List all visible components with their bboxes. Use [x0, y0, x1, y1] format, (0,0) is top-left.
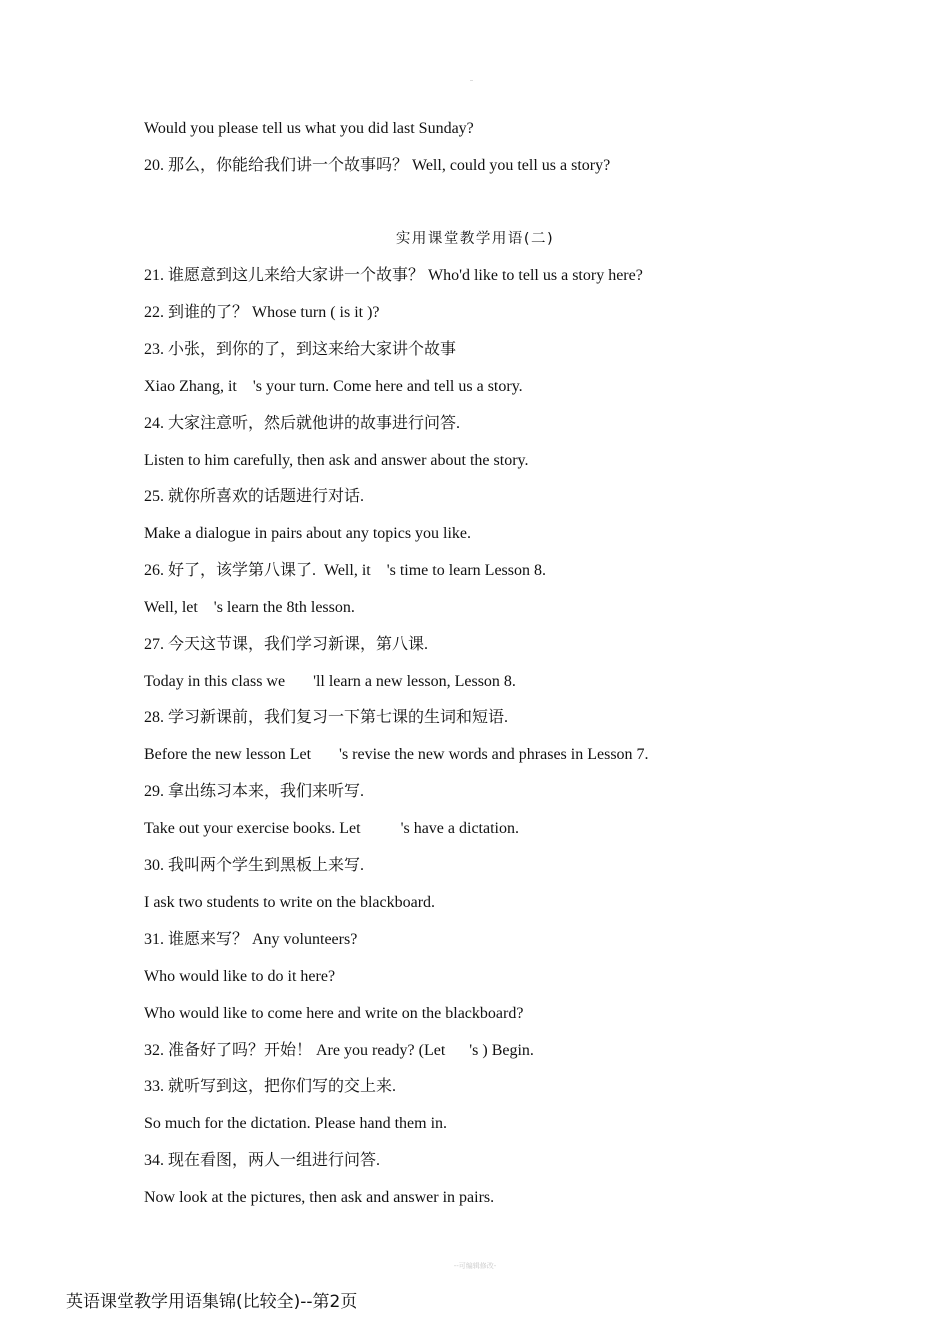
text-line: 20. 那么，你能给我们讲一个故事吗？ Well, could you tell us a story? [144, 157, 611, 174]
text-line: 31. 谁愿来写？ Any volunteers? [144, 931, 358, 948]
text-line: Xiao Zhang, it 's your turn. Come here and tell us a story. [144, 378, 523, 395]
section-title: 实用课堂教学用语(二) [395, 231, 555, 247]
text-line: 24. 大家注意听，然后就他讲的故事进行问答. [144, 415, 461, 432]
text-line: Who would like to do it here? [144, 968, 336, 985]
text-line: Would you please tell us what you did last Sunday? [144, 120, 474, 137]
text-line: 21. 谁愿意到这儿来给大家讲一个故事？ Who'd like to tell us a story here? [144, 267, 643, 284]
text-line: 32. 准备好了吗？开始！ Are you ready? (Let 's ) Begin. [144, 1042, 534, 1059]
text-line: Make a dialogue in pairs about any topics you like. [144, 525, 472, 542]
text-line: 26. 好了，该学第八课了. Well, it 's time to learn Lesson 8. [144, 562, 547, 579]
text-line: 25. 就你所喜欢的话题进行对话. [144, 488, 365, 505]
page-footer: 英语课堂教学用语集锦(比较全)--第2页 [66, 1292, 358, 1312]
text-line: 23. 小张，到你的了，到这来给大家讲个故事 [144, 341, 457, 358]
text-line: I ask two students to write on the blackboard. [144, 894, 436, 911]
text-line: Who would like to come here and write on the blackboard? [144, 1005, 524, 1022]
text-line: Well, let 's learn the 8th lesson. [144, 599, 355, 616]
text-line: So much for the dictation. Please hand them in. [144, 1115, 448, 1132]
watermark: --可编辑修改- [453, 1262, 497, 1270]
text-line: Listen to him carefully, then ask and answer about the story. [144, 452, 529, 469]
text-line: 22. 到谁的了？ Whose turn ( is it )? [144, 304, 380, 321]
text-line: 27. 今天这节课，我们学习新课，第八课. [144, 636, 429, 653]
text-line: 29. 拿出练习本来，我们来听写. [144, 783, 365, 800]
text-line: Now look at the pictures, then ask and answer in pairs. [144, 1189, 495, 1206]
text-line: Take out your exercise books. Let 's have a dictation. [144, 820, 519, 837]
text-line: 28. 学习新课前，我们复习一下第七课的生词和短语. [144, 709, 509, 726]
text-line: 34. 现在看图，两人一组进行问答. [144, 1152, 381, 1169]
text-line: 33. 就听写到这，把你们写的交上来. [144, 1078, 397, 1095]
page-mark [470, 80, 473, 81]
text-line: Before the new lesson Let 's revise the new words and phrases in Lesson 7. [144, 746, 649, 763]
text-line: Today in this class we 'll learn a new lesson, Lesson 8. [144, 673, 516, 690]
text-line: 30. 我叫两个学生到黑板上来写. [144, 857, 365, 874]
